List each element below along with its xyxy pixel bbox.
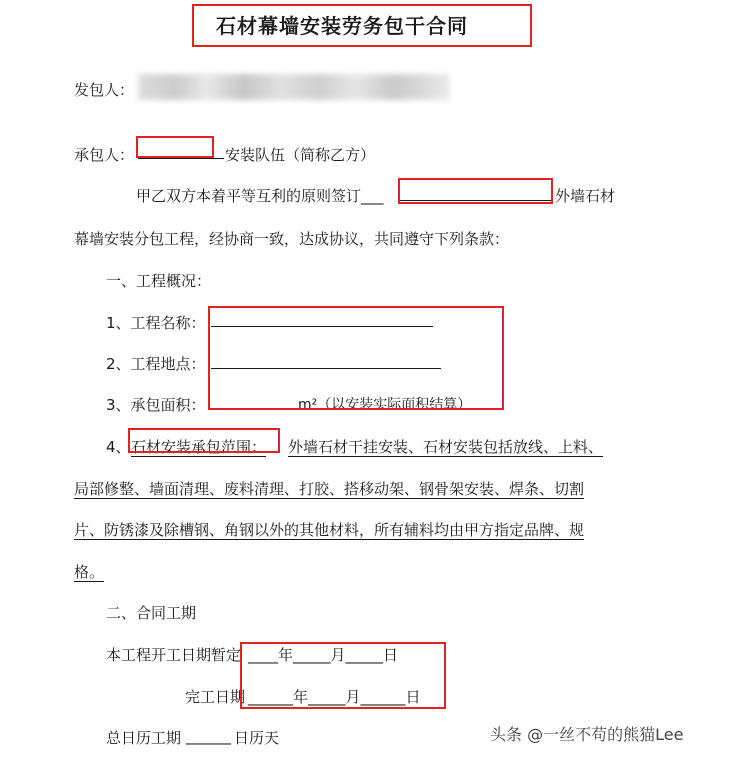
contract-area-label: 3、承包面积：	[106, 396, 206, 414]
dates-highlight-box	[240, 642, 446, 709]
party-b-highlight-box	[136, 136, 214, 158]
section-1-heading: 一、工程概况：	[106, 272, 212, 290]
project-location-label: 2、工程地点：	[106, 355, 206, 373]
total-duration-prefix: 总日历工期	[106, 729, 182, 747]
party-a-label: 发包人：	[74, 81, 135, 99]
watermark: 头条 @一丝不苟的熊猫Lee	[490, 725, 684, 744]
scope-text-line-3: 片、防锈漆及除槽钢、角钢以外的其他材料，所有辅料均由甲方指定品牌、规	[74, 521, 585, 539]
intro-line-1-end: 外墙石材	[555, 187, 616, 205]
party-b-blank-line	[138, 158, 224, 159]
project-name-label: 1、工程名称：	[106, 314, 206, 332]
contract-area-unit: m²（以安装实际面积结算）	[298, 397, 472, 413]
scope-label: 石材安装承包范围：	[131, 438, 267, 456]
section-2-heading: 二、合同工期	[106, 604, 197, 622]
intro-line-2: 幕墙安装分包工程，经协商一致，达成协议，共同遵守下列条款：	[74, 230, 510, 248]
project-details-highlight-box	[208, 306, 504, 410]
total-duration-blank: ______	[186, 727, 231, 745]
scope-text-line-1: 外墙石材干挂安装、石材安装包括放线、上料、	[288, 438, 604, 456]
party-b-suffix: 安装队伍（简称乙方）	[225, 146, 376, 164]
total-duration-suffix: 日历天	[234, 729, 280, 747]
scope-text-line-2: 局部修整、墙面清理、废料清理、打胶、搭移动架、钢骨架安装、焊条、切割	[74, 480, 585, 498]
end-date-blanks: ______年_____月______日	[248, 688, 421, 706]
scope-item-number: 4、	[106, 438, 131, 456]
end-date-prefix: 完工日期	[185, 688, 246, 706]
intro-line-1-start: 甲乙双方本着平等互利的原则签订___	[136, 187, 384, 205]
party-b-label: 承包人：	[74, 146, 135, 164]
start-date-prefix: 本工程开工日期暂定	[106, 646, 242, 664]
scope-text-line-4: 格。	[74, 563, 105, 581]
scope-label-highlight-box	[128, 428, 280, 453]
redacted-party-a-name	[138, 74, 450, 100]
intro-highlight-box	[398, 178, 553, 204]
start-date-blanks: ____年_____月_____日	[248, 646, 399, 664]
document-title: 石材幕墙安装劳务包干合同	[216, 14, 468, 38]
